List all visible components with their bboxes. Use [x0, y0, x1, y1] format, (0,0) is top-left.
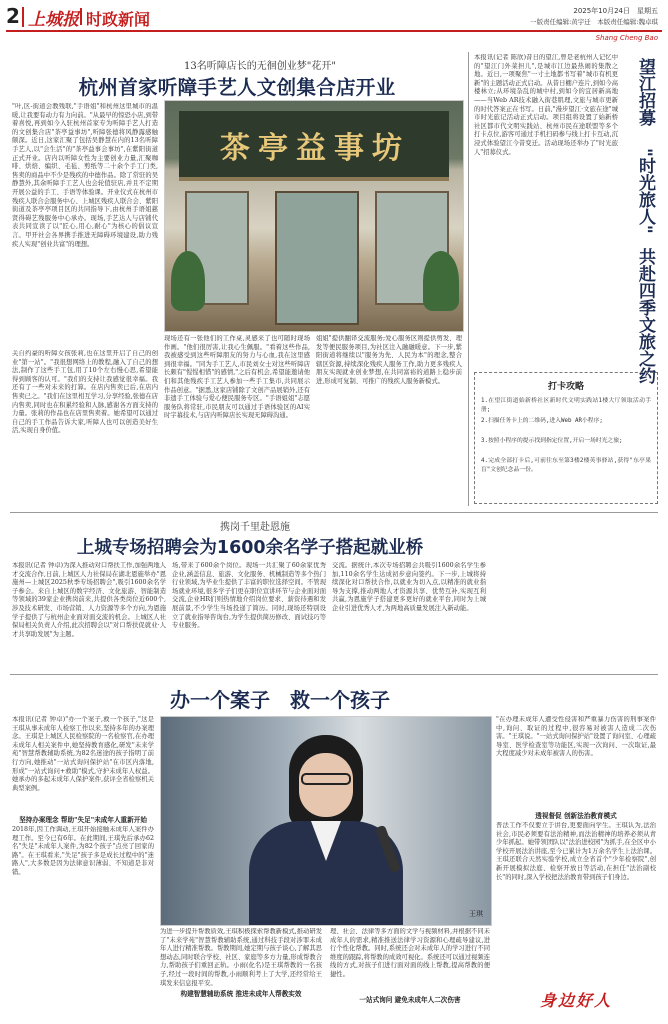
checkin-guide-item: 1.在望江街道始新桥社区新时代文明实践站1楼大厅领取活动手册; — [481, 398, 651, 413]
masthead — [6, 4, 662, 42]
tagline: Shang Cheng Bao — [595, 34, 658, 42]
story2-column-2: 场,带来了600余个岗位。现场一共汇聚了60余家优秀企业,涵盖信息、旅游、文化服务、机械制造等多个热门行业领域,为毕业生提供了丰富的职位选择空间。不管现场就业环境,很多学子们更在职位宣讲环节与企业面对面交流,企业HR们则热情地介绍岗位要求、薪资待遇和发展前景,不少学生当场投递了简历。同时,现场还特别设立了就业指导咨询台,为学生提供简历修改、面试技巧等专业服务。 — [172, 562, 326, 630]
story2-kicker: 携岗千里赴恩施 — [220, 522, 290, 533]
story3-subhead: 一站式询问 避免未成年人二次伤害 — [359, 996, 461, 1004]
checkin-guide-item: 4.完成全部打卡后,可前往东至第3楼2楼英事驿站,获得"东亭果盲"文创纪念品一份。 — [481, 458, 651, 473]
section-divider — [80, 8, 82, 25]
issue-date: 2025年10月24日 星期五 — [573, 7, 658, 15]
story1-column-3: 姐姐"提供翻译交流服务;爱心服务区则提供剪发、理发等便民服务项目,为社区注入融融暖意。下一步,紫阳街道将继续以"服务为先、人民为本"的理念,整合辖区资源,持续深化残疾人服务工作,助力更多残疾人朋友实现就业创业梦想,在共同富裕的道路上稳步前进,形成可复制、可推广的残疾人服务新模式。 — [316, 335, 462, 385]
story3-column-4: "在办理未成年人遭受性侵害和严重暴力伤害的刑事案件中,询问、取证的过程中,很容易对被害人造成二次伤害。"王琪说。"一站式询问保护站"设置了询问室、心理疏导室、医学检查室等功能区,实现一次询问、一次取证,最大程度减少对未成年被害人的伤害。 — [496, 716, 656, 758]
story2-column-3: 交流。据统计,本次专场招聘会共吸引1600余名学生参加,110余名学生达成初步意向签约。下一步,上城将持续深化对口帮扶合作,以就业为切入点,以精准的就业指导为支撑,推动两地人才资源共享、优势互补,实现互利共赢,为恩施学子搭建更多更好的就业平台,同时为上城企业引进优秀人才,为两地高质量发展注入新动能。 — [332, 562, 486, 612]
checkin-guide-box — [474, 372, 658, 504]
sidebar-body: 本报讯(记者 陈欣)昔日的望江,曾是老杭州人记忆中的"望江门外菜担儿",是城市江边最热闹的集散之地。近日,一项聚焦"一寸土地都书写着"城市有机更新"的主题活动正式启动。从昔日棚户连片,到如今高楼林立;从环境杂乱的城中村,到如今的宜居新高地——当Web AR技术融入街巷肌理,文旅与城市更新的时代答案正在书写。日前,"漫步望江·文旅在途"城市时光旅记活动正式启动。项目组将设置了始新桥社区都市代文明实践站、杭州市民在途联盟等多个打卡点位,游客可通过手机扫码参与线上打卡互动,沉浸式体验望江今昔变迁。活动现场还举办了"时光旅人"招募仪式。 — [474, 54, 618, 156]
story2-column-1: 本报讯(记者 钟卓)为深入推动对口帮扶工作,加强两地人才交流合作,日前,上城区人力社保局在湖北恩施举办"恩施州—上城区2025秋季专场招聘会",吸引1600余名学子参会。来自上城区的数字经济、文化旅游、智能制造等领域的39家企业携岗前来,共提供各类岗位近600个,涉及技术研发、市场营销、人力资源等多个方向,为恩施学子提供了与杭州企业面对面交流的机会。上城区人社保局相关负责人介绍,此次招聘会以"对口帮扶促就业·人才共享助发展"为主题。 — [12, 562, 166, 638]
storefront-door — [275, 191, 359, 325]
story3-subhead: 透视督促 创新法治教育模式 — [535, 812, 617, 820]
story1-storefront-photo — [164, 100, 464, 332]
sidebar-title-line3: 共赴四季文旅之约 — [635, 248, 655, 384]
story3-portrait-photo — [160, 716, 492, 926]
section-footer-label: 身边好人 — [540, 991, 613, 1010]
portrait-glasses — [301, 773, 351, 785]
story1-kicker: 13名听障店长的无徊创业梦"花开" — [184, 61, 336, 72]
checkin-guide-title: 打卡攻略 — [547, 382, 584, 392]
section-title: 时政新闻 — [86, 10, 151, 29]
story3-column-4b: 普法工作不仅要立于讲台,更要面向学生。王琪认为,法治社会,市民必须要有法治精神,而法治精神的培养必须从青少年抓起。她带领团队以"法治进校园"为抓手,在全区中小学校开展法治讲座,至今已累计为1万余名学生上法治课。王琪还联合天然实验学校,成立全省首个"少年检察院",创新开展模拟法庭、检察开放日等活动,在担任"法治副校长"的同时,深入学校把法治教育带到孩子们身边。 — [496, 822, 656, 881]
story3-subhead: 构建智慧辅助系统 推进未成年人帮教实效 — [180, 990, 302, 998]
story2-headline: 上城专场招聘会为1600余名学子搭起就业桥 — [76, 538, 424, 558]
sidebar-divider — [468, 52, 469, 506]
checkin-guide-item: 3.按照小程序的提示找到指定位置,开启一场时光之旅; — [481, 438, 623, 444]
page-number: 2 — [6, 4, 20, 28]
story3-headline: 办一个案子 救一个孩子 — [170, 688, 390, 712]
story3-column-3: 理、社会、法律等多方面的文学与视频材料,并根据不同未成年人的需求,精准推送法律学习资源和心理疏导建议,进行个性化帮教。同时,系统还会对未成年人的学习进行不同维度的跟踪,将帮教的成效可视化。系统还可以通过视频连线的方式,对孩子们进行面对面的线上帮教,提高帮教的便捷性。 — [330, 928, 490, 978]
story2-top-rule — [10, 512, 658, 513]
story1-headline: 杭州首家听障手艺人文创集合店开业 — [78, 76, 396, 99]
story1-column-2: 现场还有一张他们的工作桌,灵感来了也可随时现场作画。"他们很厉害,让我心生佩服。"看着这些作品,我被感受到这些听障朋友的努力与心血,我在这里感到很幸福。"同为手工艺人,市民刘女士对这些听障店长颇有"惺惺相惜"的感情,"之后有机会,希望能邀请他们和其他残疾手工艺人参加一些手工集市,共同展示作品创意。"据悉,这家店铺除了文创产品展销外,还有非遗手工体验与爱心便民服务专区。"手语姐姐"志愿服务队将常驻,市民朋友可以通过手语体验区的AI实时字幕技术,与店内听障店长实现无障碍沟通。 — [164, 335, 310, 420]
storefront-plant-right — [423, 251, 459, 311]
sidebar-title-line1: 望江招募 — [635, 58, 655, 126]
story3-column-2: 为进一步提升帮教质效,王琪积极探索帮教新模式,推动研发了"未来学苑"智慧帮教辅助系统,通过科技手段对涉罪未成年人进行精准帮教。帮教期间,她定期与孩子谈心,了解其思想动态,同时联合学校、社区、家庭等多方力量,形成帮教合力,帮助孩子们重回正轨。小雨(化名)是王琪帮教的一名孩子,经过一段时间的帮教,小雨顺利考上了大学,还经常给王琪发来信息报平安。 — [160, 928, 322, 986]
editors: 一版责任编辑:黄宇迁 本版责任编辑:魏卓琪 — [530, 18, 658, 26]
portrait-face — [299, 753, 353, 817]
story1-column-1b: 关自约豪的听障女孩张莉,也在这里开启了自己的创业"第一站"。"我很想网络上的教程,融入了自己的想法,制作了这些手工包,用了10个左右慢心思,希望能得到顾客的认可。"我们的支持让我感觉很幸福。我还有了一些对未来的打算。在店内售卖已后,在店内售卖已之。"我们在这里相互学习,分享经验,张德在店内售卖,同时也在积累经验和人脉,感谢各方面支持的力量。张莉的作品也在店里售卖着。她希望可以通过自己的手工作品告诉大家,听障人也可以创造美好生活,实现自身价值。 — [12, 350, 158, 435]
story1-column-1: "叶,区-街道会教残联,"手语姐"和杭州这里城市的温暖,让我要有动力有力向前。"从最早的惊恐小店,到带着喜悦,再到如今入驻杭州首家专为听障手艺人打造的文创集合店"茶亭益事坊",听障张德将风静露感触颇深。近日,这家汇聚了包括吴静慧在内的13名听障手艺人,以"会生活"的"茶亭益事会事坊",在紫阳街道正式开业。店内以听障女性为主要创业力量,汇聚咖啡、烘焙、编织、毛毡、剪纸等二十余个手工门类,售卖的商品中不少是残疾的中德作品。除了常驻的吴静慧外,其余听障手工艺人也会轮值驻店,并且不定期开展公益的手工、手语等体验课。开业仪式在杭州市残疾人联合会服务中心、上城区残疾人联合会、紫阳街道及茶亭亭项目区的共同指导下,由杭州手语姐慈贤得碍艺残服务中心承办。现场,手艺达人与店铺代表共同宣读了以"匠心,用心,耐心"为核心的倡议宣言。甲开社会各界携手推进无障碍环境建设,助力残疾人实现"创业共富"的理想。 — [12, 103, 158, 248]
masthead-rule — [6, 30, 662, 32]
checkin-guide-item: 2.扫描任务卡上的二维码,进入Web AR小程序; — [481, 418, 603, 424]
storefront-plant-left — [171, 251, 205, 311]
portrait-caption: 王琪 — [469, 910, 483, 918]
story3-column-1: 本报讯(记者 钟卓)"办一个案子,救一个孩子,"这是王琪从事未成年人检察工作以来,坚持多年的办案理念。王琪是上城区人民检察院的一名检察官,在办理未成年人相关案件中,她坚持教育感化,研发"未来学苑"智慧帮教辅助系统,为82名迷途的孩子指明了前行方向,她推动"一站式询问保护站"在市区内落地,形成"一站式询问+救助"模式,守护未成年人权益。她承办的多起未成年人保护案件,获评全省检察机关典型案例。 — [12, 716, 154, 792]
sidebar-title-line2: "时光旅人" — [635, 148, 655, 234]
page-number-divider — [22, 7, 24, 27]
story3-top-rule — [10, 674, 658, 675]
paper-name: 上城报 — [28, 10, 79, 30]
story3-column-1b: 2018年,因工作调动,王琪开始接触未成年人案件办理工作。至今已有6年。在此期间,王琪先后承办62名"失足"未成年人案件,为82个孩子"点亮了回家的路"。在王琪看来,"失足"孩子多是成长过程中的"迷路人",大多数是因为法律意识薄弱、不知道是非对错。 — [12, 826, 154, 876]
storefront-sign-text: 茶亭益事坊 — [220, 131, 410, 166]
story3-subhead: 坚持办案理念 帮助"失足"未成年人重新开始 — [19, 816, 147, 824]
